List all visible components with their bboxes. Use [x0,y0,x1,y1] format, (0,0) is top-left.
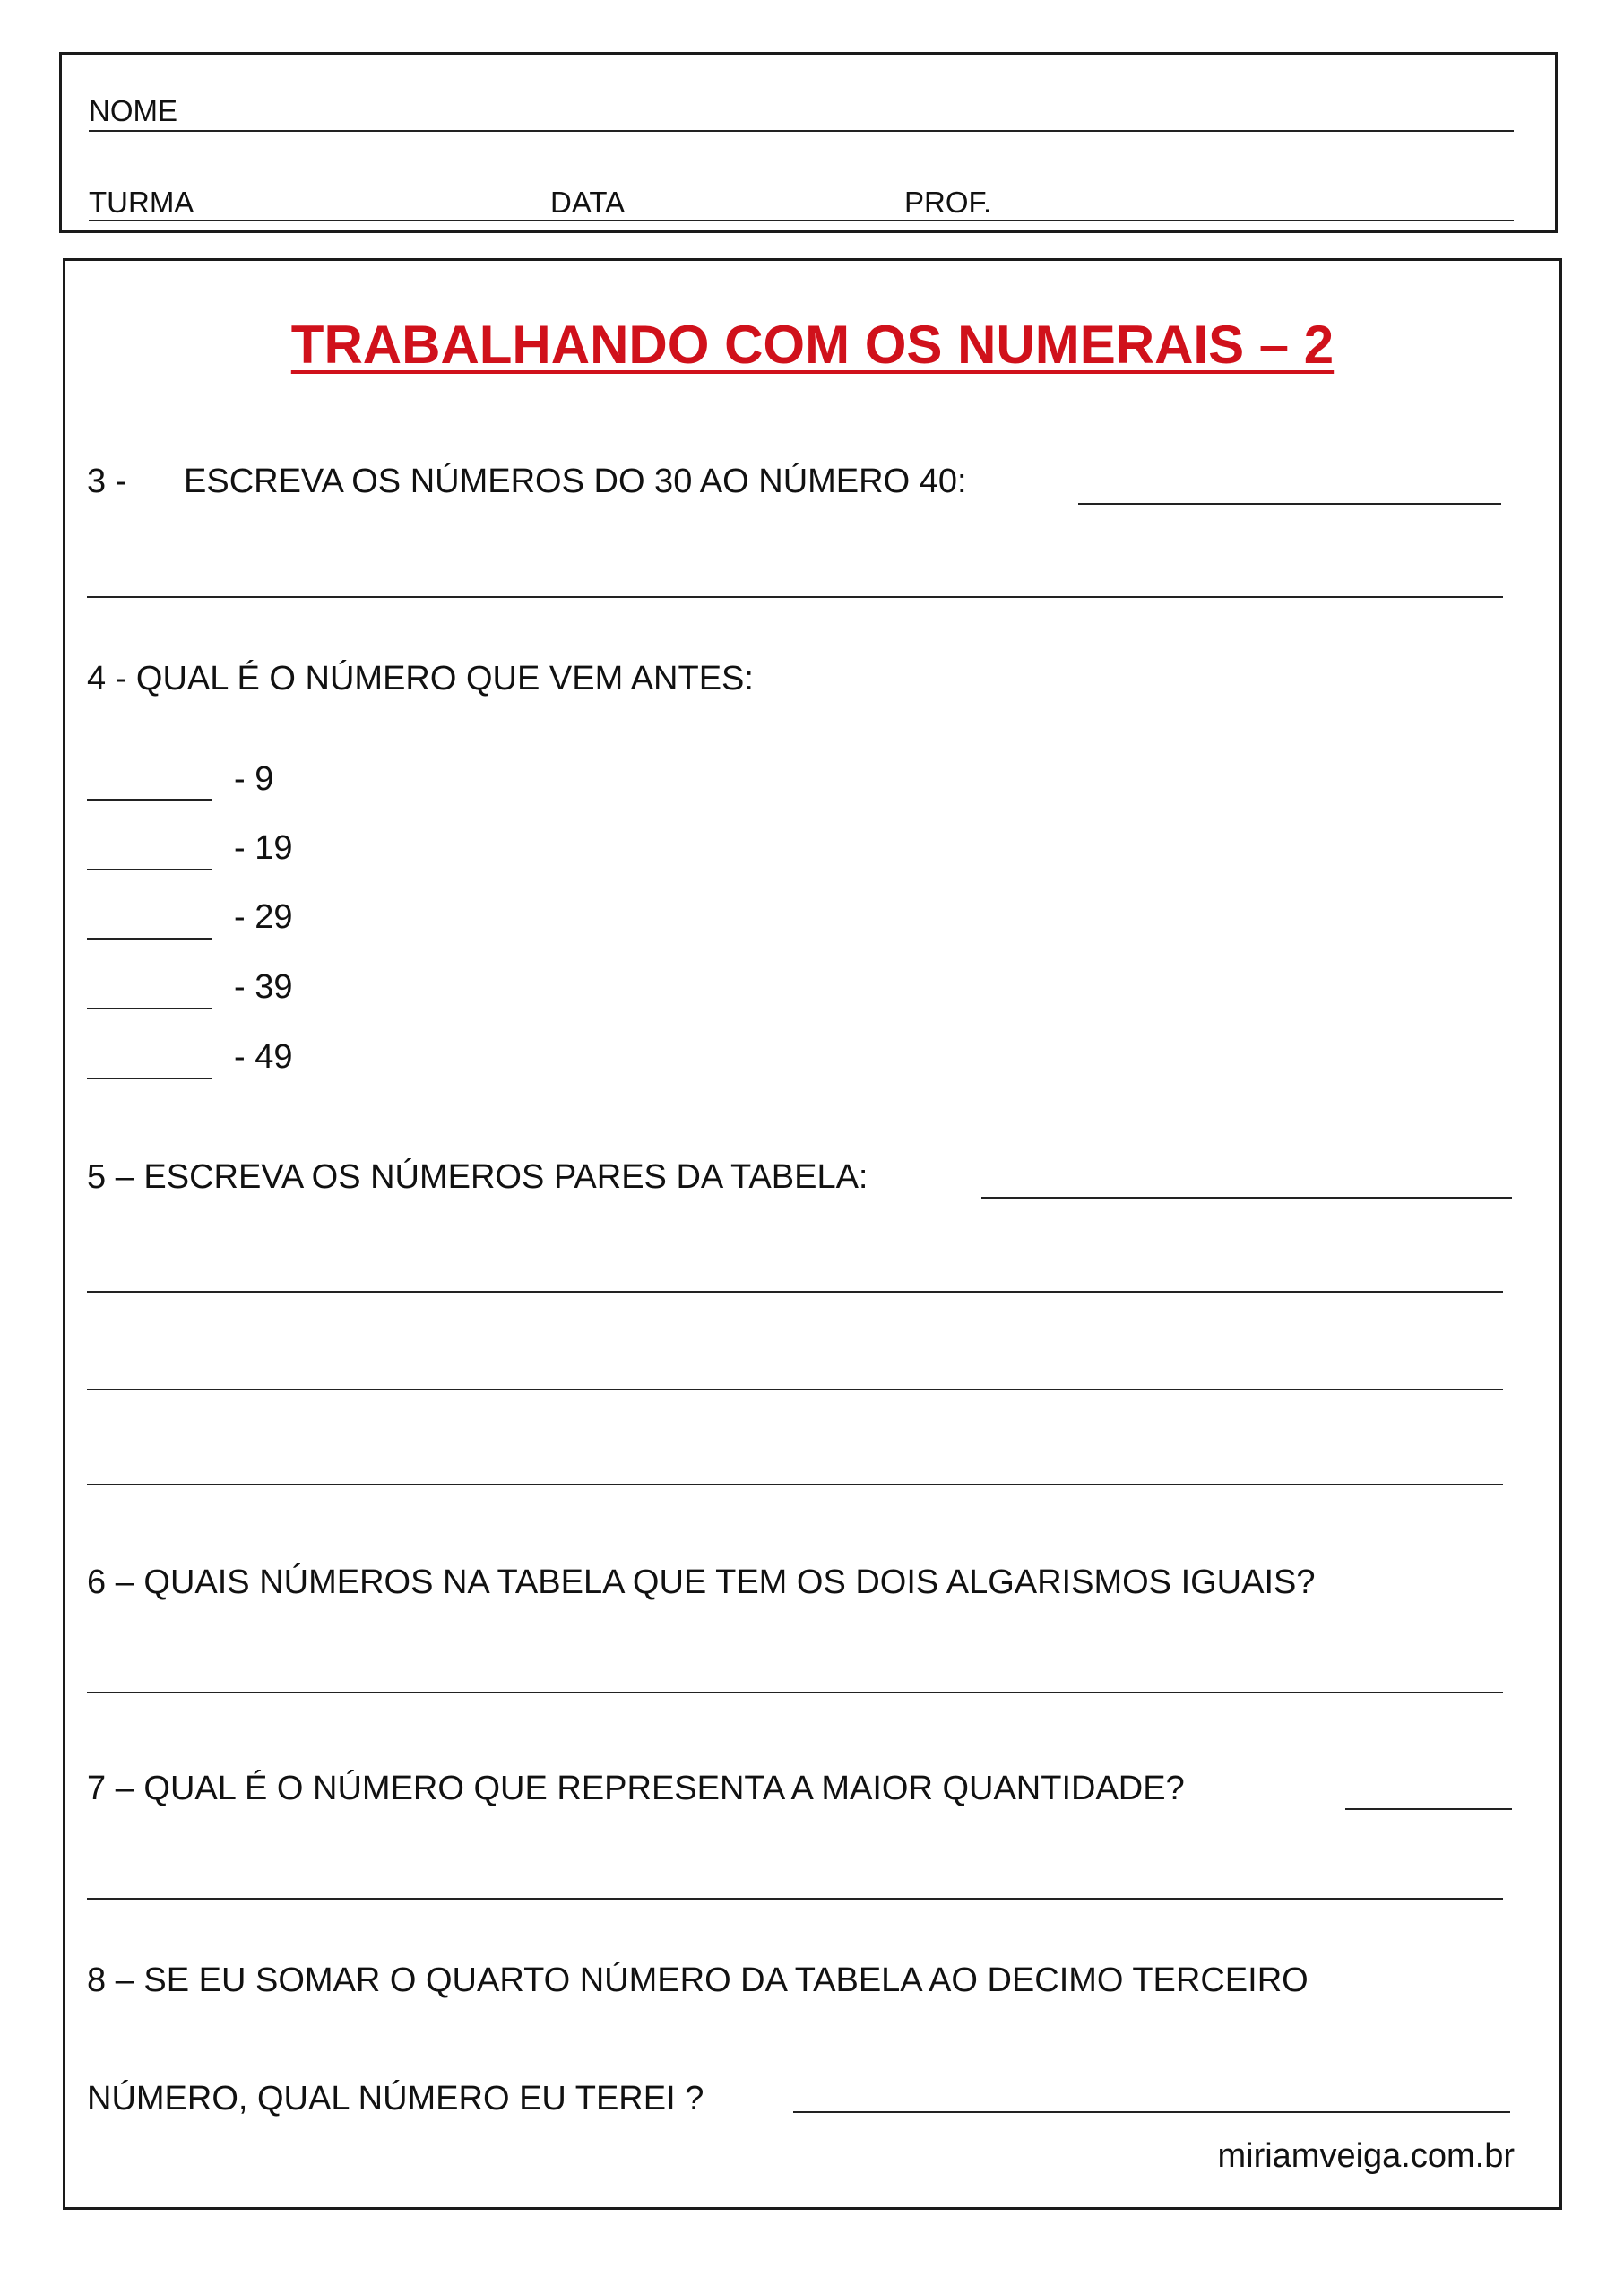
footer-website: miriamveiga.com.br [1217,2137,1515,2175]
q5-answer-line-2[interactable] [87,1291,1503,1293]
q6-answer-line[interactable] [87,1692,1503,1693]
q3-answer-line-2[interactable] [87,596,1503,598]
q8-text-line-1: 8 – SE EU SOMAR O QUARTO NÚMERO DA TABELA AO DECIMO TERCEIRO [87,1962,1309,1999]
nome-label: NOME [89,94,177,127]
q4-text: 4 - QUAL É O NÚMERO QUE VEM ANTES: [87,660,754,697]
prof-field[interactable] [904,220,1514,221]
q4-blank-4[interactable] [87,1008,212,1009]
q4-item-1: - 9 [234,760,274,798]
data-field[interactable] [550,220,940,221]
q5-text: 5 – ESCREVA OS NÚMEROS PARES DA TABELA: [87,1158,868,1196]
header-box [59,52,1558,233]
q4-item-4: - 39 [234,968,293,1006]
q7-answer-line-2[interactable] [87,1898,1503,1900]
q5-answer-line-4[interactable] [87,1484,1503,1485]
prof-label: PROF. [904,186,992,219]
q4-blank-2[interactable] [87,869,212,870]
q4-blank-5[interactable] [87,1078,212,1079]
turma-field[interactable] [89,220,568,221]
q5-answer-line-3[interactable] [87,1389,1503,1390]
q8-answer-line[interactable] [793,2111,1510,2113]
worksheet-title: TRABALHANDO COM OS NUMERAIS – 2 [290,315,1335,375]
q5-answer-line-1[interactable] [981,1197,1512,1199]
q4-item-2: - 19 [234,829,293,867]
data-label: DATA [550,186,626,219]
nome-field[interactable] [89,130,1514,132]
q4-item-3: - 29 [234,898,293,936]
q3-number: 3 - [87,463,127,500]
q3-text: ESCREVA OS NÚMEROS DO 30 AO NÚMERO 40: [184,463,967,500]
q4-blank-1[interactable] [87,799,212,801]
q6-text: 6 – QUAIS NÚMEROS NA TABELA QUE TEM OS DOIS ALGARISMOS IGUAIS? [87,1563,1316,1601]
q7-text: 7 – QUAL É O NÚMERO QUE REPRESENTA A MAIOR QUANTIDADE? [87,1770,1185,1807]
turma-label: TURMA [89,186,194,219]
q3-answer-line-1[interactable] [1078,503,1501,505]
worksheet-box [63,258,1562,2210]
q7-answer-line-1[interactable] [1345,1808,1512,1810]
q8-text-line-2: NÚMERO, QUAL NÚMERO EU TEREI ? [87,2080,704,2117]
q4-item-5: - 49 [234,1038,293,1076]
q4-blank-3[interactable] [87,938,212,940]
